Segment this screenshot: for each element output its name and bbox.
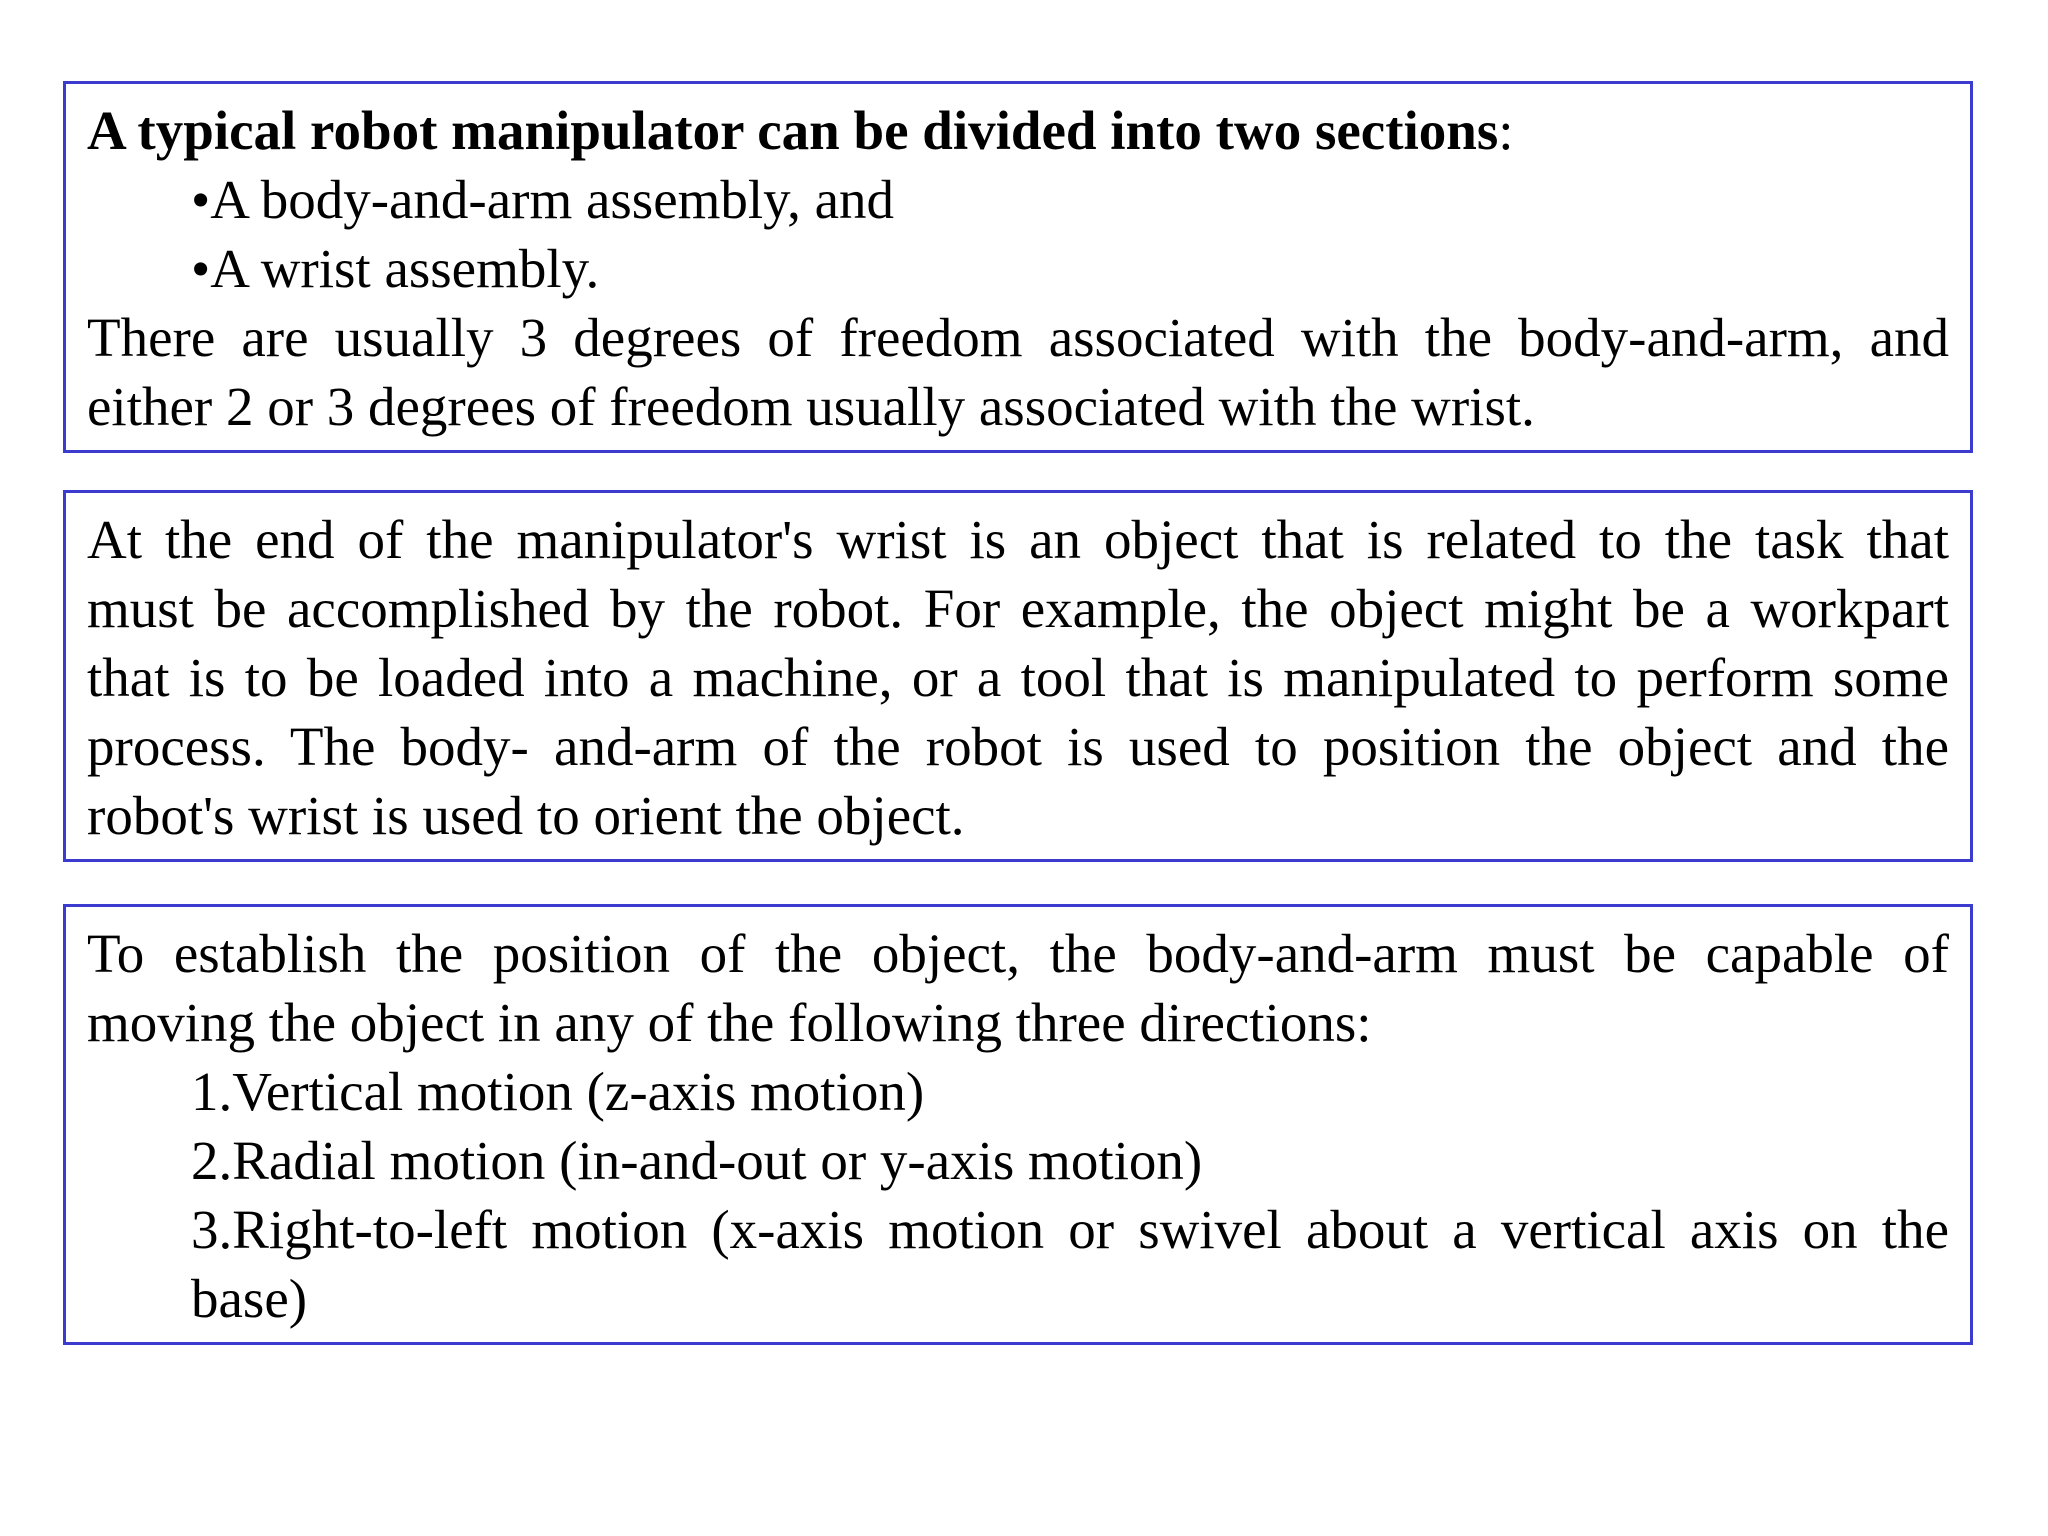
bullet-wrist: •A wrist assembly. <box>191 238 600 299</box>
sections-heading: A typical robot manipulator can be divided into two sections <box>87 100 1499 161</box>
wrist-object-box <box>63 490 1973 862</box>
wrist-object-line-5: robot's wrist is used to orient the object. <box>87 785 965 846</box>
wrist-object-line-1: At the end of the manipulator's wrist is an object that is related to the task that <box>87 509 1949 570</box>
directions-intro-line-2: moving the object in any of the following three directions: <box>87 992 1372 1053</box>
wrist-object-line-3: that is to be loaded into a machine, or a tool that is manipulated to perform some <box>87 647 1949 708</box>
directions-box <box>63 904 1973 1345</box>
wrist-object-line-2: must be accomplished by the robot. For example, the object might be a workpart <box>87 578 1949 639</box>
direction-item-right-to-left: 3.Right-to-left motion (x-axis motion or swivel about a vertical axis on the <box>191 1199 1949 1260</box>
sections-heading-line <box>87 96 1949 165</box>
directions-intro-line-1: To establish the position of the object, the body-and-arm must be capable of <box>87 923 1949 984</box>
dof-line-2: either 2 or 3 degrees of freedom usually associated with the wrist. <box>87 376 1535 437</box>
direction-item-right-to-left-cont: base) <box>191 1268 308 1329</box>
sections-box <box>63 81 1973 453</box>
direction-item-vertical: 1.Vertical motion (z-axis motion) <box>191 1061 925 1122</box>
wrist-object-line-4: process. The body- and-arm of the robot is used to position the object and the <box>87 716 1949 777</box>
bullet-body-and-arm: •A body-and-arm assembly, and <box>191 169 895 230</box>
dof-line-1: There are usually 3 degrees of freedom associated with the body-and-arm, and <box>87 307 1949 368</box>
direction-item-radial: 2.Radial motion (in-and-out or y-axis motion) <box>191 1130 1203 1191</box>
sections-heading-colon: : <box>1498 100 1514 161</box>
